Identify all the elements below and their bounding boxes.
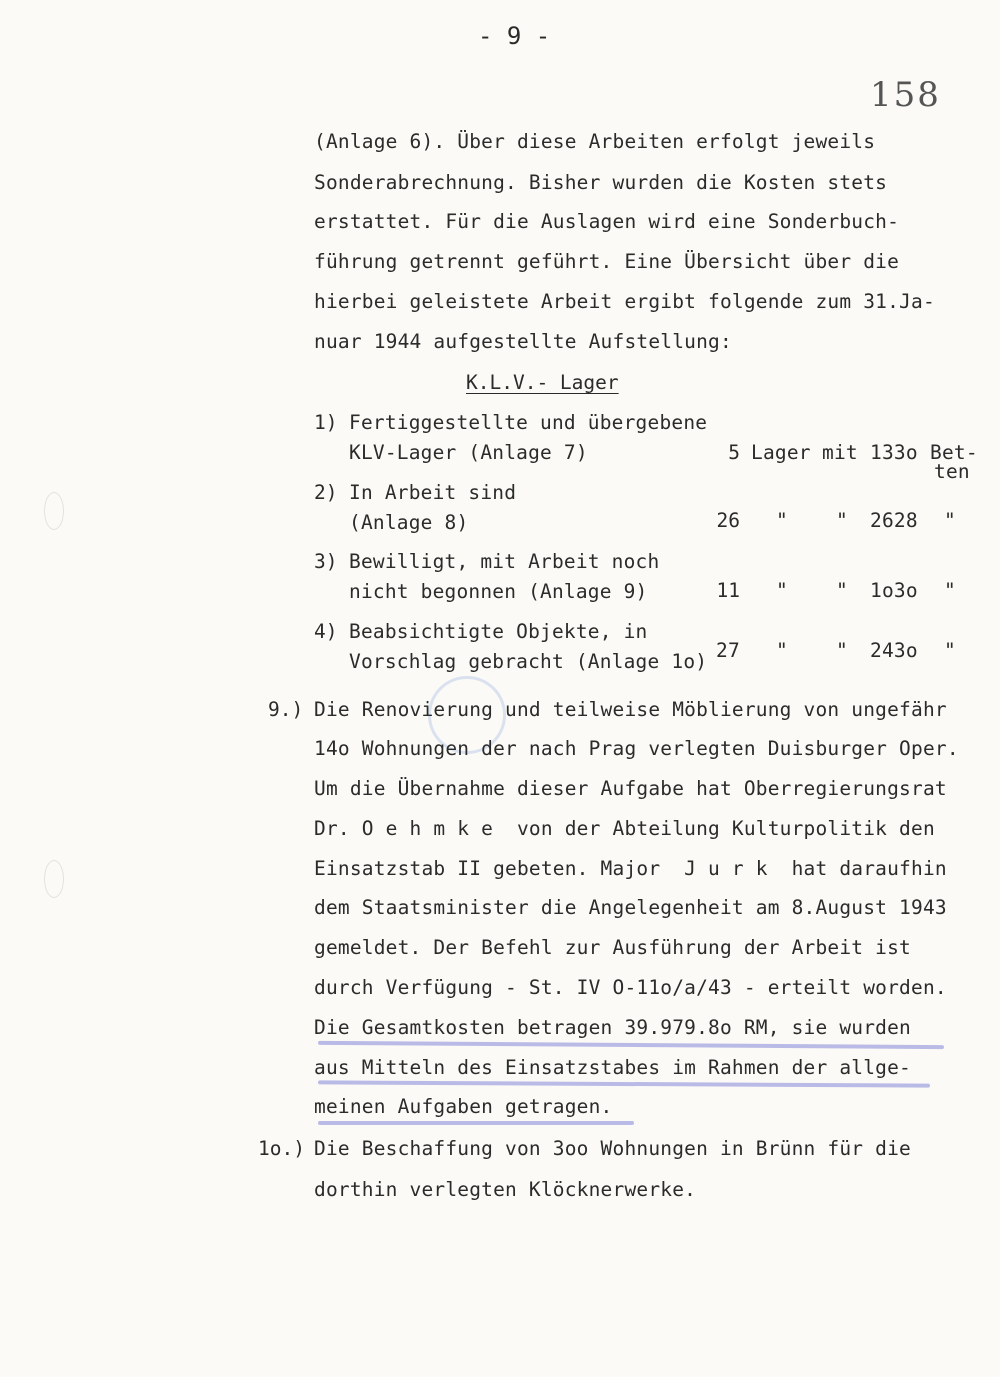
highlight-underline (318, 1121, 634, 1125)
text-line: Einsatzstab II gebeten. Major J u r k hat daraufhin (314, 857, 947, 880)
item-text: In Arbeit sind (349, 481, 517, 504)
text-line: hierbei geleistete Arbeit ergibt folgende zum 31.Ja- (314, 290, 935, 313)
highlighted-text-line: Die Gesamtkosten betragen 39.979.8o RM, sie wurden (314, 1016, 911, 1039)
item-unit: " (776, 639, 788, 662)
item-beds: 1o3o (870, 579, 918, 602)
text-line: Um die Übernahme dieser Aufgabe hat Oberregierungsrat (314, 777, 947, 800)
punch-hole-mark (44, 860, 64, 898)
item-mit: " (836, 509, 848, 532)
text-line: dem Staatsminister die Angelegenheit am 8.August 1943 (314, 896, 947, 919)
beds-label: Bet- (930, 441, 978, 464)
beds-label: ten (934, 460, 970, 483)
section-number: 1o.) (258, 1137, 305, 1160)
text-line: (Anlage 6). Über diese Arbeiten erfolgt jeweils (314, 130, 876, 153)
text-line: Sonderabrechnung. Bisher wurden die Kosten stets (314, 171, 888, 194)
item-count: 11 (716, 579, 740, 602)
folio-number: 158 (870, 75, 941, 115)
highlight-underline (318, 1041, 944, 1049)
text-line: führung getrennt geführt. Eine Übersicht über die (314, 250, 900, 273)
text-line: Die Renovierung und teilweise Möblierung von ungefähr (314, 698, 947, 721)
beds-label: " (944, 509, 956, 532)
highlight-underline (318, 1080, 930, 1087)
item-count: 27 (716, 639, 740, 662)
text-line: Die Beschaffung von 3oo Wohnungen in Brünn für die (314, 1137, 911, 1160)
item-unit: " (776, 509, 788, 532)
text-line: gemeldet. Der Befehl zur Ausführung der Arbeit ist (314, 936, 911, 959)
text-line: nuar 1944 aufgestellte Aufstellung: (314, 330, 732, 353)
item-unit: Lager (751, 441, 811, 464)
item-mit: " (836, 579, 848, 602)
section-heading: K.L.V.- Lager (466, 371, 619, 394)
item-count: 5 (728, 441, 740, 464)
item-beds: 2628 (870, 509, 918, 532)
item-unit: " (776, 579, 788, 602)
item-text: Beabsichtigte Objekte, in (349, 620, 648, 643)
item-beds: 243o (870, 639, 918, 662)
item-mit: " (836, 639, 848, 662)
text-line: dorthin verlegten Klöcknerwerke. (314, 1178, 697, 1201)
item-text: Vorschlag gebracht (Anlage 1o) (349, 650, 708, 673)
item-text: Bewilligt, mit Arbeit noch (349, 550, 660, 573)
text-line: durch Verfügung - St. IV O-11o/a/43 - erteilt worden. (314, 976, 947, 999)
beds-label: " (944, 639, 956, 662)
section-number: 9.) (268, 698, 304, 721)
item-mit: mit (822, 441, 858, 464)
item-text: KLV-Lager (Anlage 7) (349, 441, 588, 464)
text-line: Dr. O e h m k e von der Abteilung Kulturpolitik den (314, 817, 935, 840)
item-text: Fertiggestellte und übergebene (349, 411, 708, 434)
page-number: - 9 - (478, 22, 551, 50)
highlighted-text-line: aus Mitteln des Einsatzstabes im Rahmen der allge- (314, 1056, 911, 1079)
highlighted-text-line: meinen Aufgaben getragen. (314, 1095, 613, 1118)
punch-hole-mark (44, 492, 64, 530)
item-text: (Anlage 8) (349, 511, 469, 534)
item-beds: 133o (870, 441, 918, 464)
item-number: 1) (314, 411, 338, 434)
item-number: 3) (314, 550, 338, 573)
item-count: 26 (716, 509, 740, 532)
item-text: nicht begonnen (Anlage 9) (349, 580, 648, 603)
text-line: erstattet. Für die Auslagen wird eine Sonderbuch- (314, 210, 900, 233)
item-number: 2) (314, 481, 338, 504)
item-number: 4) (314, 620, 338, 643)
beds-label: " (944, 579, 956, 602)
text-line: 14o Wohnungen der nach Prag verlegten Duisburger Oper. (314, 737, 959, 760)
